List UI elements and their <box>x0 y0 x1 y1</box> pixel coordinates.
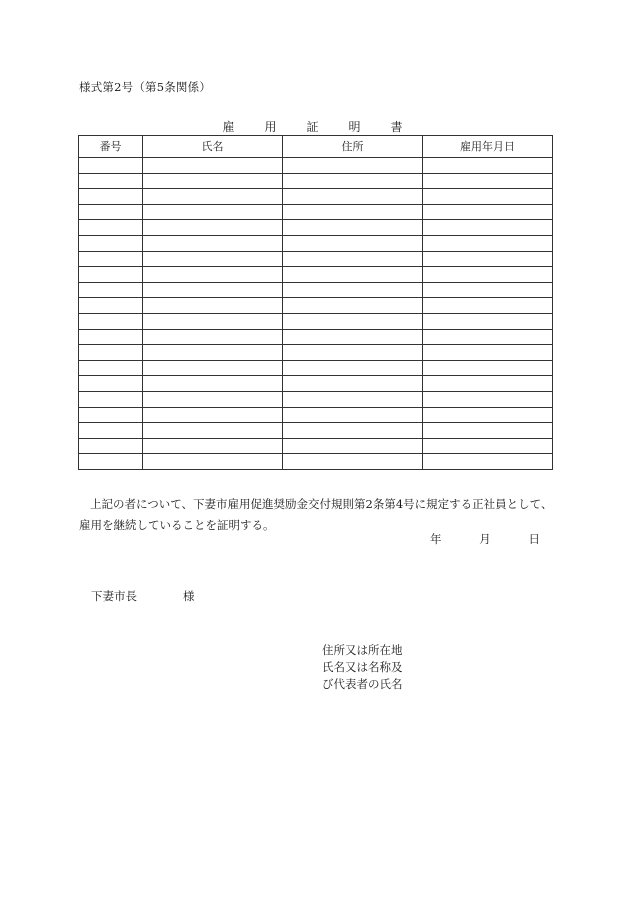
table-row <box>79 313 553 329</box>
address-cell <box>283 423 423 439</box>
address-cell <box>283 391 423 407</box>
table-row <box>79 173 553 189</box>
header-employment-date: 雇用年月日 <box>423 136 553 158</box>
address-cell <box>283 454 423 470</box>
number-cell <box>79 298 143 314</box>
address-cell <box>283 345 423 361</box>
number-cell <box>79 313 143 329</box>
number-cell <box>79 329 143 345</box>
address-cell <box>283 298 423 314</box>
employment-date-cell <box>423 360 553 376</box>
address-cell <box>283 267 423 283</box>
employment-date-cell <box>423 345 553 361</box>
employment-date-cell <box>423 407 553 423</box>
recipient-name: 下妻市長 <box>91 589 137 603</box>
table-row <box>79 298 553 314</box>
name-cell <box>143 360 283 376</box>
table-row <box>79 391 553 407</box>
address-cell <box>283 407 423 423</box>
employment-date-cell <box>423 313 553 329</box>
employment-date-cell <box>423 189 553 205</box>
employment-date-cell <box>423 282 553 298</box>
employment-date-cell <box>423 423 553 439</box>
address-cell <box>283 173 423 189</box>
address-cell <box>283 376 423 392</box>
document-title: 雇 用 証 明 書 <box>222 120 412 134</box>
date-line <box>430 531 540 547</box>
number-cell <box>79 173 143 189</box>
number-cell <box>79 267 143 283</box>
signer-block <box>322 642 403 693</box>
address-cell <box>283 220 423 236</box>
recipient <box>91 588 195 604</box>
employment-date-cell <box>423 251 553 267</box>
table-row <box>79 454 553 470</box>
address-cell <box>283 282 423 298</box>
table-row <box>79 345 553 361</box>
table-row <box>79 376 553 392</box>
number-cell <box>79 204 143 220</box>
table-row <box>79 251 553 267</box>
address-cell <box>283 204 423 220</box>
signer-name-label-2: び代表者の氏名 <box>322 677 403 691</box>
number-cell <box>79 158 143 174</box>
employee-table <box>78 135 553 470</box>
header-address: 住所 <box>283 136 423 158</box>
name-cell <box>143 329 283 345</box>
name-cell <box>143 298 283 314</box>
address-cell <box>283 313 423 329</box>
employment-date-cell <box>423 438 553 454</box>
number-cell <box>79 235 143 251</box>
table-row <box>79 329 553 345</box>
table-row <box>79 204 553 220</box>
name-cell <box>143 376 283 392</box>
address-cell <box>283 251 423 267</box>
table-row <box>79 220 553 236</box>
table-row <box>79 267 553 283</box>
name-cell <box>143 345 283 361</box>
employment-date-cell <box>423 298 553 314</box>
employment-date-cell <box>423 204 553 220</box>
certification-statement <box>79 494 559 536</box>
number-cell <box>79 189 143 205</box>
name-cell <box>143 407 283 423</box>
date-year: 年 <box>430 532 442 546</box>
table-row <box>79 360 553 376</box>
number-cell <box>79 251 143 267</box>
employment-date-cell <box>423 329 553 345</box>
table-row <box>79 423 553 439</box>
statement-line-2: 雇用を継続していることを証明する。 <box>79 518 275 532</box>
employment-date-cell <box>423 220 553 236</box>
number-cell <box>79 438 143 454</box>
employment-date-cell <box>423 173 553 189</box>
name-cell <box>143 438 283 454</box>
number-cell <box>79 282 143 298</box>
name-cell <box>143 220 283 236</box>
employment-date-cell <box>423 158 553 174</box>
signer-address-label: 住所又は所在地 <box>322 643 403 657</box>
name-cell <box>143 267 283 283</box>
table-header-row <box>79 136 553 158</box>
name-cell <box>143 189 283 205</box>
name-cell <box>143 204 283 220</box>
number-cell <box>79 391 143 407</box>
number-cell <box>79 345 143 361</box>
name-cell <box>143 391 283 407</box>
name-cell <box>143 235 283 251</box>
number-cell <box>79 454 143 470</box>
date-day: 日 <box>528 532 540 546</box>
address-cell <box>283 158 423 174</box>
date-month: 月 <box>479 532 491 546</box>
employment-date-cell <box>423 267 553 283</box>
table-row <box>79 282 553 298</box>
table-row <box>79 235 553 251</box>
number-cell <box>79 407 143 423</box>
number-cell <box>79 220 143 236</box>
table-row <box>79 189 553 205</box>
table-row <box>79 407 553 423</box>
header-name: 氏名 <box>143 136 283 158</box>
signer-name-label-1: 氏名又は名称及 <box>322 660 403 674</box>
table-row <box>79 158 553 174</box>
statement-line-1: 上記の者について、下妻市雇用促進奨励金交付規則第2条第4号に規定する正社員として、 <box>90 497 553 511</box>
employment-date-cell <box>423 235 553 251</box>
address-cell <box>283 438 423 454</box>
address-cell <box>283 329 423 345</box>
name-cell <box>143 282 283 298</box>
employment-date-cell <box>423 391 553 407</box>
name-cell <box>143 158 283 174</box>
table-row <box>79 438 553 454</box>
recipient-honorific: 様 <box>183 589 195 603</box>
address-cell <box>283 189 423 205</box>
number-cell <box>79 360 143 376</box>
form-number: 様式第2号（第5条関係） <box>79 80 212 94</box>
employment-date-cell <box>423 454 553 470</box>
table-body <box>79 158 553 470</box>
name-cell <box>143 454 283 470</box>
number-cell <box>79 423 143 439</box>
name-cell <box>143 173 283 189</box>
address-cell <box>283 235 423 251</box>
name-cell <box>143 313 283 329</box>
number-cell <box>79 376 143 392</box>
employment-date-cell <box>423 376 553 392</box>
header-number: 番号 <box>79 136 143 158</box>
name-cell <box>143 251 283 267</box>
address-cell <box>283 360 423 376</box>
name-cell <box>143 423 283 439</box>
